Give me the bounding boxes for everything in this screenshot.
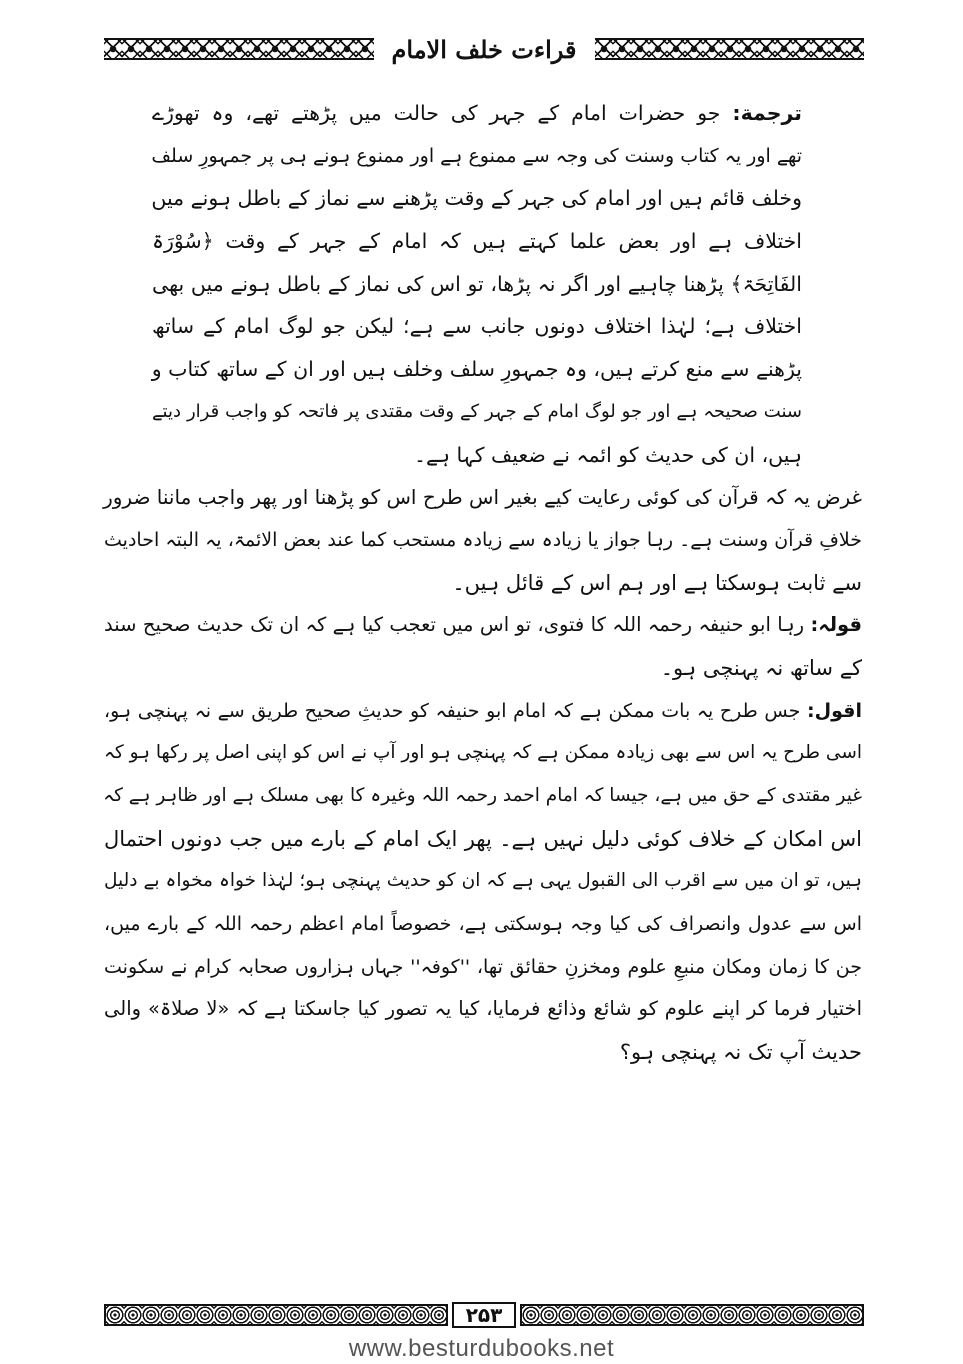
website-watermark: www.besturdubooks.net [348, 1335, 615, 1362]
translation-line: ہیں، ان کی حدیث کو ائمہ نے ضعیف کہا ہے۔ [413, 442, 802, 467]
page-number: ۲۵۳ [452, 1302, 516, 1328]
page-footer [104, 1300, 864, 1330]
qawluhu-text: رہا ابو حنیفہ رحمہ اللہ کا فتوی، تو اس میں تعجب کیا ہے کہ ان تک حدیث صحیح سند [104, 613, 805, 637]
translation-line: سنت صحیحہ ہے اور جو لوگ امام کے جہر کے وقت مقتدی پر فاتحہ کو واجب قرار دیتے [152, 400, 802, 422]
paragraph-line: اس سے عدول وانصراف کی کیا وجہ ہوسکتی ہے، خصوصاً امام اعظم رحمہ اللہ کے بارے میں، [104, 913, 862, 936]
paragraph-line: غرض یہ کہ قرآن کی کوئی رعایت کیے بغیر اس طرح اس کو پڑھنا اور پھر واجب ماننا ضرور [103, 485, 862, 510]
paragraph-line [104, 604, 862, 647]
paragraph-line: غیر مقتدی کے حق میں ہے، جیسا کہ امام احمد رحمہ اللہ وغیرہ کا بھی مسلک ہے اور ظاہر ہے کہ [103, 785, 862, 806]
footer-ornament-right [520, 1304, 864, 1326]
paragraph-line: اختیار فرما کر اپنے علوم کو شائع وذائع فرمایا، کیا یہ تصور کیا جاسکتا ہے کہ «لا صلاۃ» والی [104, 997, 862, 1021]
paragraph-line: سے ثابت ہوسکتا ہے اور ہم اس کے قائل ہیں۔ [452, 570, 862, 595]
translation-line: تھے اور یہ کتاب وسنت کی وجہ سے ممنوع ہے اور ممنوع ہونے ہی پر جمہورِ سلف [151, 144, 802, 167]
paragraph-line: اسی طرح یہ اس سے بھی زیادہ ممکن ہے کہ پہنچی ہو اور آپ نے اس کو اپنی اصل پر رکھا ہو کہ [104, 742, 862, 764]
translation-block [152, 92, 802, 476]
paragraph-line: ہیں، تو ان میں سے اقرب الی القبول یہی ہے کہ ان کو حدیث پہنچی ہو؛ لہٰذا خواہ مخواہ بے دلیل [104, 870, 862, 892]
paragraph-aqulu [104, 690, 862, 1074]
aqulu-text: جس طرح یہ بات ممکن ہے کہ امام ابو حنیفہ کو حدیثِ صحیح طریق سے نہ پہنچی ہو، [104, 699, 801, 722]
header-ornament-right [595, 38, 865, 60]
paragraph-qawluhu [104, 604, 862, 689]
paragraph-gharaz [104, 476, 862, 604]
translation-label: ترجمة: [732, 101, 802, 125]
paragraph-line: اس امکان کے خلاف کوئی دلیل نہیں ہے۔ پھر ایک امام کے بارے میں جب دونوں احتمال [104, 826, 862, 851]
translation-line: وخلف قائم ہیں اور امام کی جہر کے وقت پڑھنے سے نماز کے باطل ہونے میں [151, 186, 802, 211]
paragraph-line: خلافِ قرآن وسنت ہے۔ رہا جواز یا زیادہ سے زیادہ مستحب کما عند بعض الائمۃ، یہ البتہ احادیث [104, 528, 862, 551]
translation-line: پڑھنے سے منع کرتے ہیں، وہ جمہورِ سلف وخلف ہیں اور ان کے ساتھ کتاب و [151, 357, 802, 382]
header-title: قراءت خلف الامام [391, 34, 577, 64]
paragraph-line: کے ساتھ نہ پہنچی ہو۔ [660, 655, 862, 680]
paragraph-line [104, 690, 862, 733]
paragraph-line: جن کا زمان ومکان منبعِ علوم ومخزنِ حقائق تھا، ''کوفہ'' جہاں ہزاروں صحابہ کرام نے سکونت [104, 955, 862, 978]
aqulu-label: اقول: [807, 699, 862, 722]
translation-line: اختلاف ہے اور بعض علما کہتے ہیں کہ امام کے جہر کے وقت ﴿سُوْرَۃ [152, 229, 802, 254]
translation-line: الفَاتِحَۃ﴾ پڑھنا چاہیے اور اگر نہ پڑھا، تو اس کی نماز کے باطل ہونے میں بھی [152, 271, 802, 296]
page-body [104, 92, 862, 1074]
footer-ornament-left [104, 1304, 448, 1326]
translation-line: اختلاف ہے؛ لہٰذا اختلاف دونوں جانب سے ہے؛ لیکن جو لوگ امام کے ساتھ [152, 314, 802, 339]
translation-text: جو حضرات امام کے جہر کی حالت میں پڑھتے تھے، وہ تھوڑے [152, 101, 721, 125]
header-ornament-left [104, 38, 374, 60]
translation-line-1 [152, 92, 802, 135]
running-header [104, 26, 864, 72]
qawluhu-label: قولہ: [810, 613, 863, 637]
paragraph-line: حدیث آپ تک نہ پہنچی ہو؟ [619, 1040, 862, 1065]
